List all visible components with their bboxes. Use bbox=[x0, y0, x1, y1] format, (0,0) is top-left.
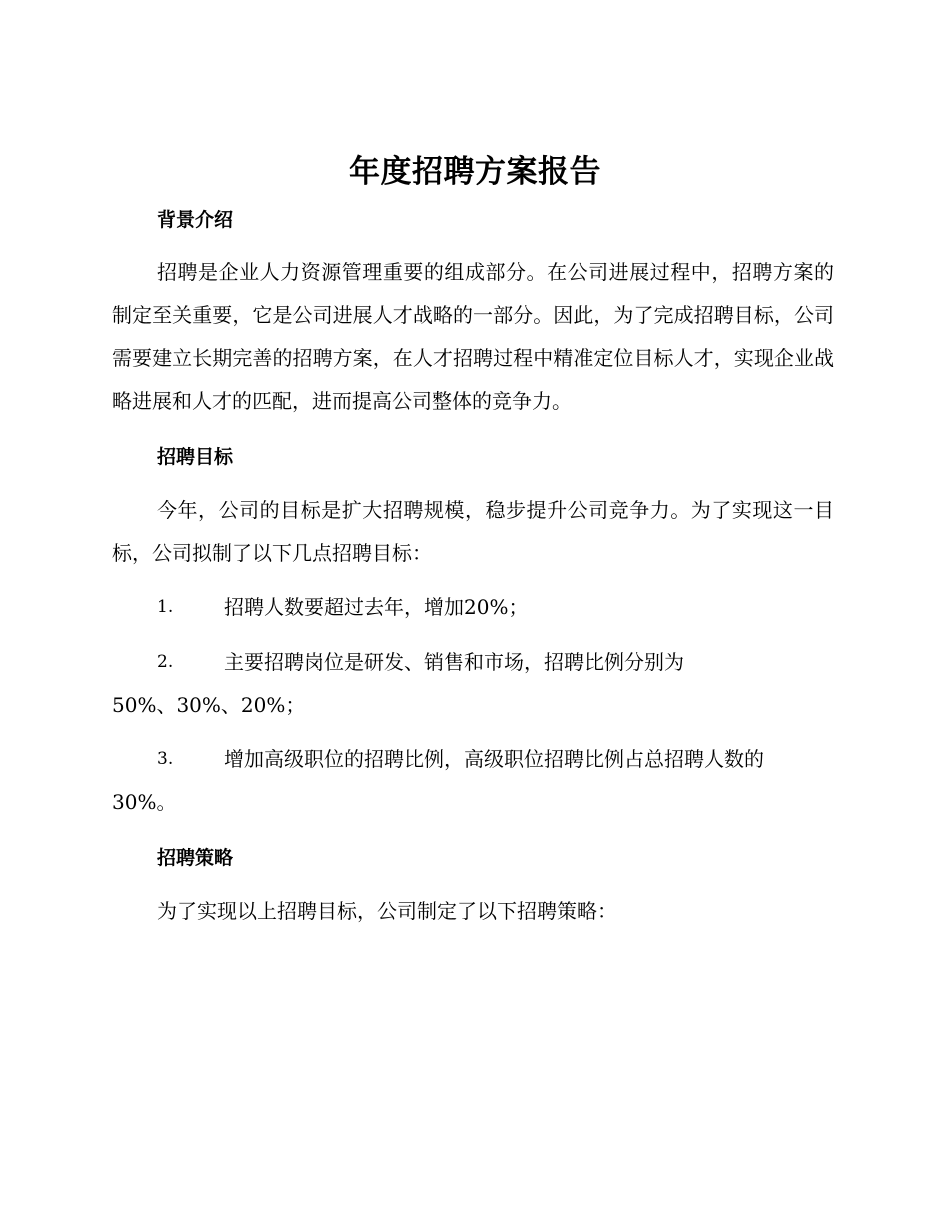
section-heading-goals: 招聘目标 bbox=[157, 446, 234, 468]
section-heading-background: 背景介绍 bbox=[157, 209, 234, 231]
document-title: 年度招聘方案报告 bbox=[349, 154, 601, 190]
list-item-continuation: 50%、30%、20%； bbox=[112, 693, 306, 717]
list-item-text: 招聘人数要超过去年，增加20%； bbox=[224, 595, 529, 619]
list-item-text: 增加高级职位的招聘比例，高级职位招聘比例占总招聘人数的 bbox=[224, 747, 764, 771]
section-heading-strategy: 招聘策略 bbox=[157, 847, 234, 869]
list-item-text: 主要招聘岗位是研发、销售和市场，招聘比例分别为 bbox=[224, 650, 684, 674]
section-paragraph-background: 招聘是企业人力资源管理重要的组成部分。在公司进展过程中，招聘方案的制定至关重要，它是公司进展人才战略的一部分。因此，为了完成招聘目标，公司需要建立长期完善的招聘方案，在人才招聘过程中精准定位目标人才，实现企业战略进展和人才的匹配，进而提高公司整体的竞争力。 bbox=[112, 260, 834, 413]
list-item-number: 1. bbox=[157, 597, 174, 617]
section-paragraph-strategy: 为了实现以上招聘目标，公司制定了以下招聘策略： bbox=[157, 899, 617, 923]
list-item-continuation: 30%。 bbox=[112, 790, 177, 814]
list-item-number: 3. bbox=[157, 749, 174, 769]
section-paragraph-goals: 今年，公司的目标是扩大招聘规模，稳步提升公司竞争力。为了实现这一目标，公司拟制了以下几点招聘目标： bbox=[112, 498, 834, 565]
list-item-number: 2. bbox=[157, 652, 174, 672]
